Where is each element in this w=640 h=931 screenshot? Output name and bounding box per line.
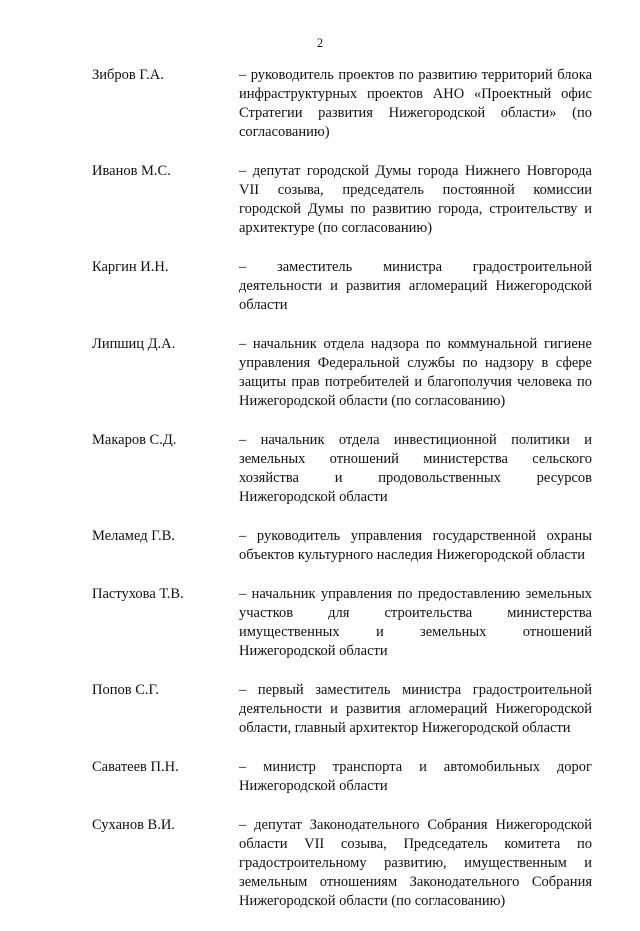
member-entry — [92, 431, 592, 507]
member-position: – депутат городской Думы города Нижнего Новгорода VII созыва, председатель постоянной комиссии городской Думы по развитию города, строительству и архитектуре (по согласованию) — [239, 163, 592, 236]
member-name: Суханов В.И. — [92, 817, 175, 833]
member-name: Попов С.Г. — [92, 682, 159, 698]
member-entry — [92, 66, 592, 142]
member-position: – первый заместитель министра градостроительной деятельности и развития агломераций Нижегородской области, главный архитектор Нижегородской области — [239, 682, 592, 736]
member-position: – заместитель министра градостроительной деятельности и развития агломераций Нижегородской области — [239, 259, 592, 313]
member-position: – руководитель управления государственной охраны объектов культурного наследия Нижегородской области — [239, 528, 592, 563]
member-position: – руководитель проектов по развитию территорий блока инфраструктурных проектов АНО «Проектный офис Стратегии развития Нижегородской области» (по согласованию) — [239, 67, 592, 140]
member-name: Меламед Г.В. — [92, 528, 175, 544]
member-name: Саватеев П.Н. — [92, 759, 179, 775]
member-entry — [92, 816, 592, 911]
member-name: Макаров С.Д. — [92, 432, 177, 448]
member-position: – начальник управления по предоставлению земельных участков для строительства министерства имущественных и земельных отношений Нижегородской области — [239, 586, 592, 659]
member-name: Иванов М.С. — [92, 163, 171, 179]
member-name: Зибров Г.А. — [92, 67, 164, 83]
member-entry — [92, 681, 592, 738]
member-entry — [92, 335, 592, 411]
member-entry — [92, 258, 592, 315]
member-position: – депутат Законодательного Собрания Нижегородской области VII созыва, Председатель комитета по градостроительному развитию, имущественным и земельным отношениям Законодательного Собрания Нижегородской области (по согласованию) — [239, 817, 592, 909]
member-entry — [92, 527, 592, 565]
member-position: – начальник отдела инвестиционной политики и земельных отношений министерства сельского хозяйства и продовольственных ресурсов Нижегородской области — [239, 432, 592, 505]
member-entry — [92, 585, 592, 661]
member-list — [92, 66, 592, 931]
member-entry — [92, 758, 592, 796]
member-entry — [92, 162, 592, 238]
member-name: Пастухова Т.В. — [92, 586, 184, 602]
page-number: 2 — [316, 36, 324, 50]
member-name: Каргин И.Н. — [92, 259, 169, 275]
member-position: – министр транспорта и автомобильных дорог Нижегородской области — [239, 759, 592, 794]
member-position: – начальник отдела надзора по коммунальной гигиене управления Федеральной службы по надзору в сфере защиты прав потребителей и благополучия человека по Нижегородской области (по согласованию) — [239, 336, 592, 409]
member-name: Липшиц Д.А. — [92, 336, 176, 352]
